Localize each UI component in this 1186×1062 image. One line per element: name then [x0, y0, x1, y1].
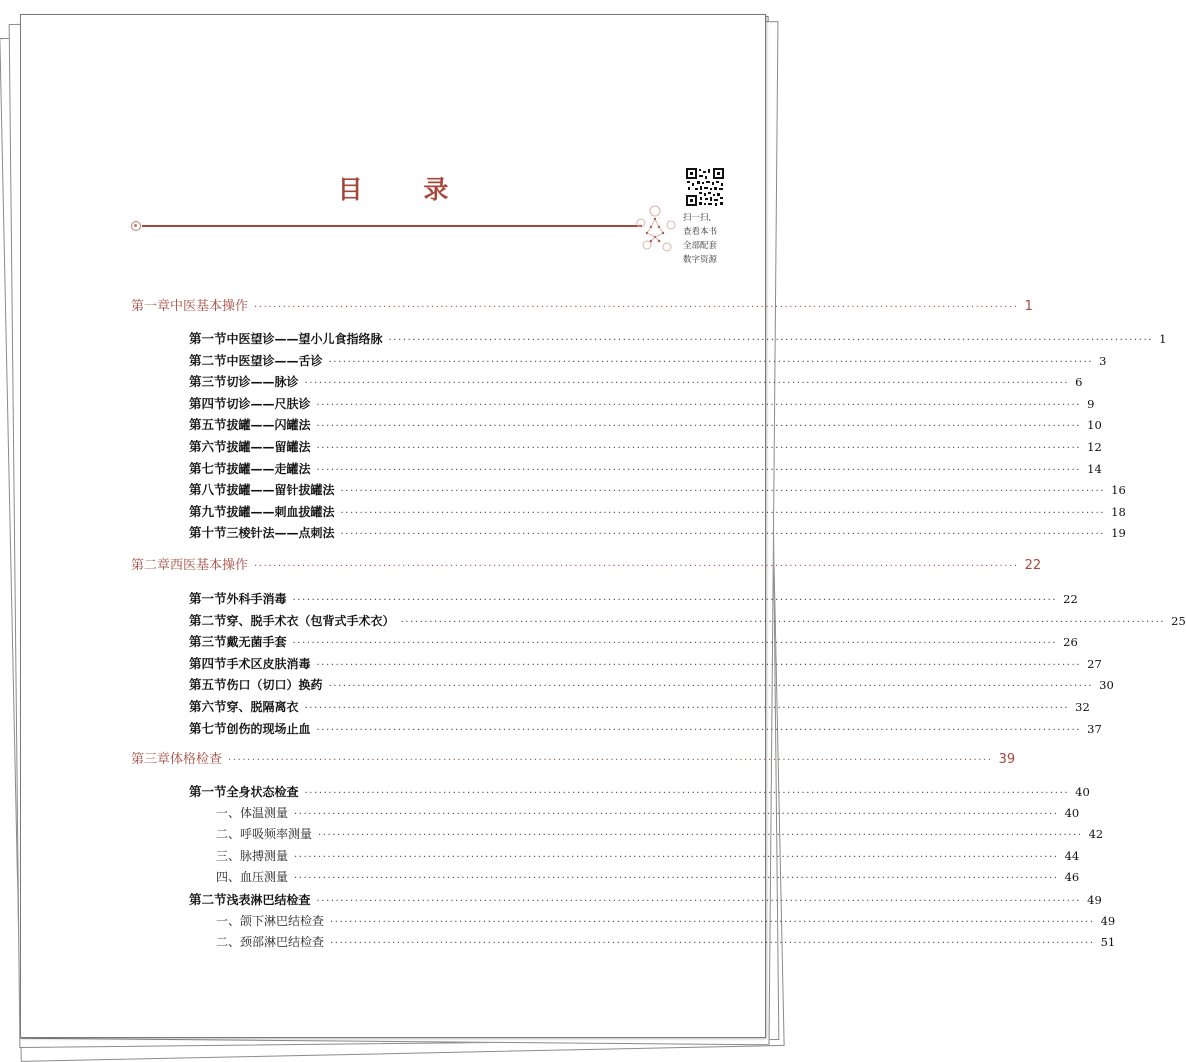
section-entry-label: 拔罐——留针拔罐法	[226, 483, 335, 498]
subsection-entry-page: 46	[1064, 870, 1080, 885]
qr-caption: 扫一扫, 查看本书 全部配套 数字资源	[683, 213, 718, 265]
section-entry-page: 49	[1087, 893, 1102, 907]
section-entry-number: 第三节	[189, 374, 227, 390]
section-entry[interactable]	[189, 890, 1102, 908]
toc-page	[20, 14, 1186, 1038]
section-entry-page: 16	[1111, 483, 1126, 498]
section-entry[interactable]	[189, 351, 1107, 369]
section-entry-label: 创伤的现场止血	[226, 721, 311, 736]
dot-leader: ································································································································································	[294, 808, 1059, 820]
section-entry-label: 手术区皮肤消毒	[226, 656, 311, 671]
section-entry[interactable]	[189, 611, 1186, 629]
section-entry-page: 27	[1087, 656, 1102, 671]
dot-leader: ································································································································································	[292, 595, 1058, 606]
section-entry-label: 全身状态检查	[226, 785, 299, 799]
section-entry-page: 3	[1099, 353, 1107, 368]
section-entry-label: 伤口（切口）换药	[226, 678, 323, 693]
subsection-entry-label: 一、颌下淋巴结检查	[216, 913, 325, 928]
section-entry-number: 第二节	[189, 352, 227, 368]
chapter-entry-number: 第二章	[131, 558, 171, 573]
subsection-entry-page: 42	[1088, 827, 1104, 842]
subsection-entry-label: 二、颈部淋巴结检查	[216, 935, 325, 950]
subsection-entry-page: 49	[1100, 913, 1116, 928]
dot-leader: ································································································································································	[304, 378, 1070, 390]
section-entry[interactable]	[189, 372, 1083, 390]
subsection-entry[interactable]	[216, 804, 1080, 821]
chapter-entry-label: 西医基本操作	[170, 558, 249, 573]
dot-leader: ································································································································································	[304, 703, 1070, 714]
section-entry-page: 10	[1087, 418, 1102, 433]
section-entry-label: 三棱针法——点刺法	[226, 526, 335, 541]
section-entry-number: 第一节	[189, 331, 227, 346]
dot-leader: ································································································································································	[228, 755, 993, 766]
section-entry[interactable]	[189, 459, 1102, 477]
section-entry-number: 第五节	[189, 417, 227, 433]
ornament-dot-icon	[131, 221, 141, 231]
dot-leader: ································································································································································	[330, 916, 1095, 928]
section-entry[interactable]	[189, 782, 1090, 800]
subsection-entry-page: 44	[1064, 848, 1080, 863]
section-entry-label: 戴无菌手套	[226, 635, 287, 650]
dot-leader: ································································································································································	[316, 421, 1082, 433]
section-entry-label: 拔罐——刺血拔罐法	[226, 504, 335, 519]
chapter-entry-label: 体格检查	[170, 752, 223, 767]
dot-leader: ································································································································································	[316, 443, 1082, 454]
subsection-entry[interactable]	[216, 847, 1080, 864]
chapter-entry-page: 22	[1024, 558, 1042, 573]
dot-leader: ································································································································································	[292, 638, 1058, 650]
section-entry[interactable]	[189, 675, 1114, 693]
dot-leader: ································································································································································	[340, 486, 1106, 498]
section-entry-page: 1	[1159, 332, 1167, 346]
section-entry-label: 浅表淋巴结检查	[226, 893, 311, 907]
dot-leader: ································································································································································	[330, 938, 1095, 950]
section-entry[interactable]	[189, 480, 1126, 498]
section-entry-label: 切诊——尺肤诊	[226, 396, 311, 411]
subsection-entry-page: 51	[1100, 935, 1116, 950]
section-entry-page: 25	[1171, 613, 1186, 628]
section-entry[interactable]	[189, 394, 1095, 412]
dot-leader: ································································································································································	[316, 659, 1082, 671]
dot-leader: ································································································································································	[328, 681, 1094, 693]
section-entry[interactable]	[189, 589, 1078, 607]
subsection-entry-label: 四、血压测量	[216, 870, 289, 885]
section-entry-label: 中医望诊——望小儿食指络脉	[226, 332, 383, 346]
section-entry-page: 26	[1063, 635, 1078, 650]
subsection-entry[interactable]	[216, 933, 1116, 950]
section-entry-label: 拔罐——走罐法	[226, 461, 311, 476]
section-entry-number: 第二节	[189, 612, 227, 628]
section-entry-number: 第九节	[189, 503, 227, 519]
section-entry-number: 第六节	[189, 699, 227, 714]
section-entry-page: 30	[1099, 678, 1114, 693]
dot-leader: ································································································································································	[340, 529, 1106, 541]
dot-leader: ································································································································································	[388, 335, 1154, 346]
section-entry-number: 第十节	[189, 525, 227, 541]
section-entry-label: 穿、脱手术衣（包背式手术衣）	[226, 613, 395, 628]
dot-leader: ································································································································································	[294, 873, 1059, 885]
dot-leader: ································································································································································	[316, 399, 1082, 411]
dot-leader: ································································································································································	[328, 356, 1094, 368]
dot-leader: ································································································································································	[254, 561, 1019, 572]
section-entry-page: 12	[1087, 440, 1102, 454]
section-entry-label: 拔罐——留罐法	[226, 440, 311, 454]
section-entry-number: 第七节	[189, 720, 227, 736]
section-entry[interactable]	[189, 719, 1102, 737]
subsection-entry-page: 40	[1064, 805, 1080, 820]
section-entry-number: 第四节	[189, 655, 227, 671]
section-entry-label: 外科手消毒	[226, 592, 287, 606]
dot-leader: ································································································································································	[316, 464, 1082, 476]
dot-leader: ································································································································································	[254, 302, 1019, 313]
section-entry[interactable]	[189, 329, 1167, 347]
section-entry-label: 切诊——脉诊	[226, 375, 299, 390]
section-entry-label: 中医望诊——舌诊	[226, 353, 323, 368]
chapter-entry-number: 第三章	[131, 752, 171, 767]
section-entry-page: 19	[1111, 526, 1126, 541]
section-entry[interactable]	[189, 697, 1090, 715]
constellation-ornament-icon	[633, 201, 681, 257]
qr-code-icon[interactable]	[685, 167, 725, 207]
section-entry[interactable]	[189, 415, 1102, 433]
chapter-entry-label: 中医基本操作	[170, 299, 249, 314]
dot-leader: ································································································································································	[316, 896, 1082, 907]
dot-leader: ································································································································································	[318, 830, 1083, 842]
subsection-entry[interactable]	[216, 912, 1116, 929]
subsection-entry[interactable]	[216, 868, 1080, 885]
section-entry-number: 第五节	[189, 677, 227, 693]
section-entry-page: 18	[1111, 504, 1126, 519]
section-entry-label: 拔罐——闪罐法	[226, 418, 311, 433]
dot-leader: ································································································································································	[304, 788, 1070, 799]
section-entry[interactable]	[189, 632, 1078, 650]
section-entry[interactable]	[189, 437, 1102, 455]
section-entry[interactable]	[189, 502, 1126, 520]
section-entry-page: 9	[1087, 396, 1095, 411]
chapter-entry[interactable]	[131, 295, 1033, 314]
title-rule	[142, 225, 642, 227]
section-entry[interactable]	[189, 523, 1126, 541]
section-entry-number: 第八节	[189, 482, 227, 498]
section-entry-number: 第二节	[189, 892, 227, 907]
section-entry-page: 14	[1087, 461, 1102, 476]
dot-leader: ································································································································································	[316, 724, 1082, 736]
section-entry-number: 第三节	[189, 634, 227, 650]
chapter-entry-number: 第一章	[131, 299, 171, 314]
chapter-entry-page: 39	[998, 752, 1016, 767]
chapter-entry[interactable]	[131, 748, 1016, 767]
subsection-entry-label: 一、体温测量	[216, 805, 289, 820]
section-entry[interactable]	[189, 654, 1102, 672]
section-entry-page: 37	[1087, 721, 1102, 736]
section-entry-page: 40	[1075, 785, 1090, 799]
section-entry-page: 22	[1063, 592, 1078, 606]
chapter-entry-page: 1	[1024, 299, 1033, 314]
dot-leader: ································································································································································	[294, 851, 1059, 863]
section-entry-page: 32	[1075, 700, 1090, 714]
subsection-entry[interactable]	[216, 825, 1104, 842]
dot-leader: ································································································································································	[340, 507, 1106, 519]
section-entry-number: 第四节	[189, 395, 227, 411]
section-entry-number: 第一节	[189, 784, 227, 799]
dot-leader: ································································································································································	[400, 616, 1166, 628]
subsection-entry-label: 二、呼吸频率测量	[216, 827, 313, 842]
subsection-entry-label: 三、脉搏测量	[216, 848, 289, 863]
page-title: 目 录	[337, 175, 475, 204]
section-entry-number: 第一节	[189, 591, 227, 606]
section-entry-page: 6	[1075, 375, 1083, 390]
chapter-entry[interactable]	[131, 554, 1042, 573]
section-entry-label: 穿、脱隔离衣	[226, 700, 299, 714]
section-entry-number: 第六节	[189, 439, 227, 454]
section-entry-number: 第七节	[189, 460, 227, 476]
